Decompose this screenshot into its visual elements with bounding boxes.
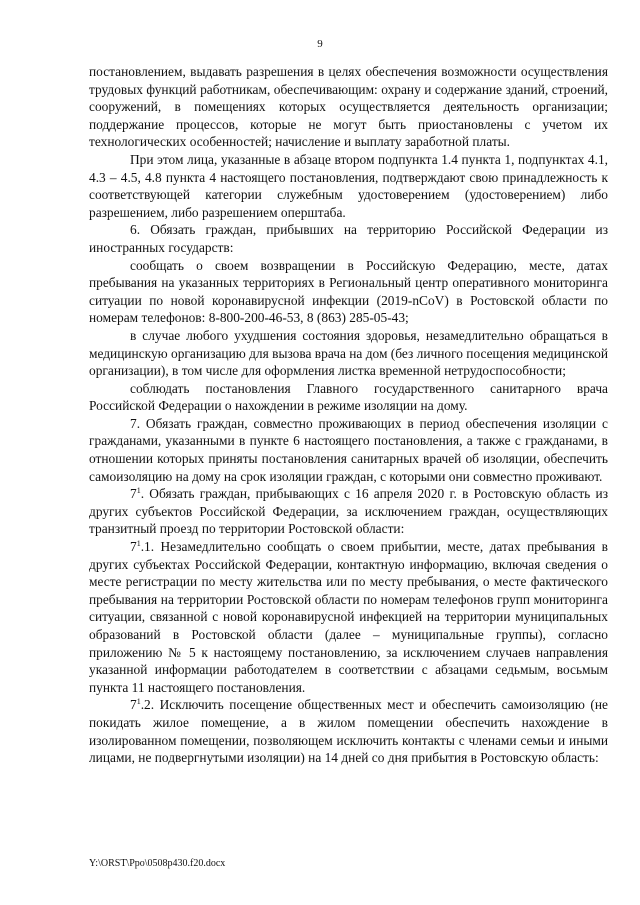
paragraph: [89, 538, 608, 696]
page-number: 9: [317, 38, 323, 50]
paragraph: [89, 415, 608, 485]
clause-number: 7: [130, 486, 137, 502]
paragraph: [89, 63, 608, 151]
clause-number: 7: [130, 697, 137, 713]
paragraph-text: постановлением, выдавать разрешения в целях обеспечения возможности осуществления трудовых функций работникам, обеспечивающим: охрану и содержание зданий, строений, сооружений, в помещениях которых осуществляется деятельность организации; поддержание процессов, которые не могут быть приостановлены с учетом их технологических особенностей; начисление и выплату заработной платы.: [89, 64, 608, 150]
paragraph-text: . Обязать граждан, прибывающих с 16 апреля 2020 г. в Ростовскую область из других субъектов Российской Федерации, за исключением граждан, осуществляющих транзитный проезд по территории Ростовской области:: [89, 486, 608, 537]
paragraph-text: сообщать о своем возвращении в Российскую Федерацию, месте, датах пребывания на указанных территориях в Региональный центр оперативного мониторинга ситуации по новой коронавирусной инфекции (2019-nCoV) в Ростовской области по номерам телефонов: 8-800-200-46-53, 8 (863) 285-05-43;: [89, 257, 608, 326]
clause-number: 7: [130, 539, 137, 555]
paragraph: [89, 485, 608, 538]
paragraph: [89, 380, 608, 415]
paragraph-text: .1. Незамедлительно сообщать о своем прибытии, месте, датах пребывания в других субъектах Российской Федерации, контактную информацию, включая сведения о месте регистрации по месту жительства или по месту пребывания, о месте фактического пребывания на территории Ростовской области по номерам телефонов групп мониторинга ситуации, связанной с новой коронавирусной инфекцией на территории муниципальных образований в Ростовской области (далее – муниципальные группы), согласно приложению № 5 к настоящему постановлению, за исключением случаев направления указанной информации работодателем в соответствии с абзацами седьмым, восьмым пункта 11 настоящего постановления.: [89, 539, 608, 695]
paragraph: [89, 327, 608, 380]
paragraph-text: При этом лица, указанные в абзаце втором подпункта 1.4 пункта 1, подпунктах 4.1, 4.3 – 4.5, 4.8 пункта 4 настоящего постановления, подтверждают свою принадлежность к соответствующей категории служебным удостоверением (удостоверением) либо разрешением, либо разрешением оперштаба.: [89, 151, 608, 220]
paragraph-text: 7. Обязать граждан, совместно проживающих в период обеспечения изоляции с гражданами, указанными в пункте 6 настоящего постановления, а также с гражданами, в отношении которых приняты постановления санитарных врачей об изоляции, обеспечить самоизоляцию на дому на срок изоляции граждан, с которыми они совместно проживают.: [89, 415, 608, 484]
paragraph-text: .2. Исключить посещение общественных мест и обеспечить самоизоляцию (не покидать жилое помещение, а в жилом помещении обеспечить нахождение в изолированном помещении, позволяющем исключить контакты с членами семьи и иными лицами, не подвергнутыми изоляции) на 14 дней со дня прибытия в Ростовскую область:: [89, 697, 608, 766]
paragraph-text: 6. Обязать граждан, прибывших на территорию Российской Федерации из иностранных государств:: [89, 222, 608, 255]
paragraph: [89, 221, 608, 256]
clause-superscript: 1: [136, 697, 141, 707]
paragraph-text: в случае любого ухудшения состояния здоровья, незамедлительно обращаться в медицинскую организацию для вызова врача на дом (без личного посещения медицинской организации), в том числе для оформления листка временной нетрудоспособности;: [89, 327, 608, 379]
clause-superscript: 1: [136, 486, 141, 496]
paragraph: [89, 151, 608, 221]
document-body: [89, 63, 608, 767]
footer-file-path: Y:\ORST\Ppo\0508p430.f20.docx: [89, 858, 226, 869]
paragraph: [89, 257, 608, 327]
paragraph: [89, 696, 608, 766]
clause-superscript: 1: [136, 539, 141, 549]
paragraph-text: соблюдать постановления Главного государственного санитарного врача Российской Федерации о нахождении в режиме изоляции на дому.: [89, 380, 608, 414]
